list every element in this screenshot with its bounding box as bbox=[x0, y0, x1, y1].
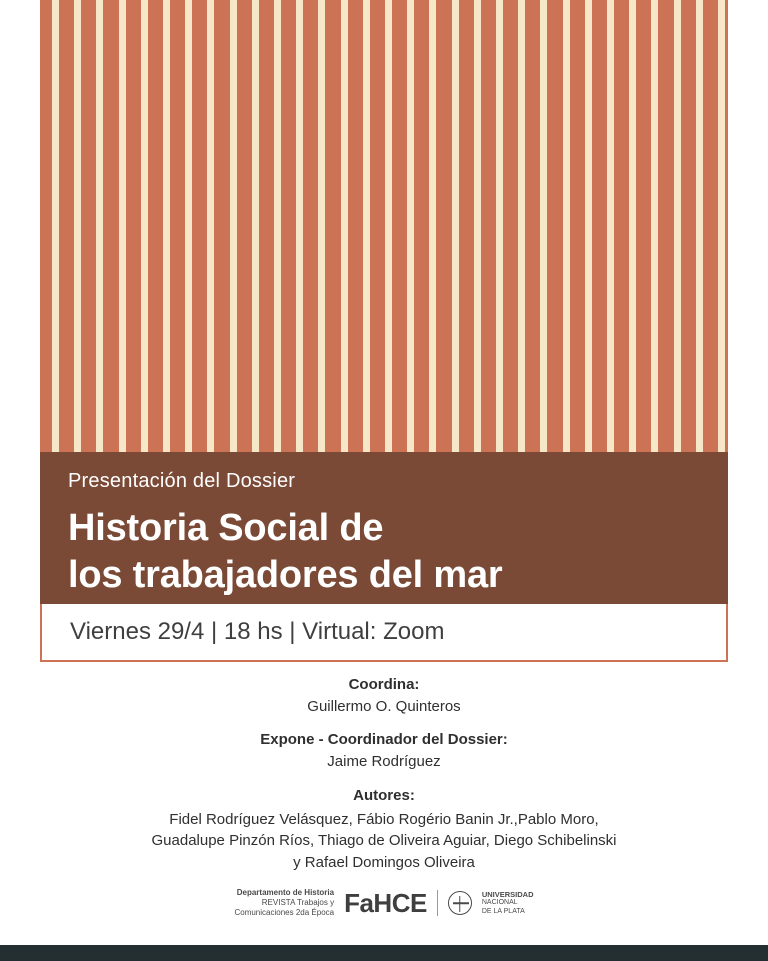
expone-label: Expone - Coordinador del Dossier: bbox=[260, 731, 508, 749]
unlp-logo bbox=[482, 890, 534, 916]
footer-bar bbox=[0, 945, 768, 961]
department-logo bbox=[234, 888, 334, 918]
right-margin bbox=[728, 0, 768, 945]
date-bar bbox=[40, 604, 728, 662]
unlp-line-2: NACIONAL bbox=[481, 899, 518, 907]
credits-block bbox=[40, 676, 728, 874]
poster-title-line-2: los trabajadores del mar bbox=[68, 554, 503, 597]
department-line-1: Departamento de Historia bbox=[236, 888, 335, 897]
logo-divider bbox=[437, 890, 438, 916]
autores-line-1: Fidel Rodríguez Velásquez, Fábio Rogério Banin Jr.,Pablo Moro, bbox=[169, 810, 599, 828]
fahce-logo: FaHCE bbox=[344, 888, 427, 918]
unlp-crest-icon bbox=[448, 891, 472, 915]
left-margin bbox=[0, 0, 40, 945]
unlp-line-1: UNIVERSIDAD bbox=[481, 889, 534, 899]
autores-label: Autores: bbox=[353, 786, 415, 804]
expone-name: Jaime Rodríguez bbox=[327, 753, 441, 771]
poster-title bbox=[68, 505, 728, 599]
department-line-2: REVISTA Trabajos y bbox=[261, 898, 335, 907]
unlp-line-3: DE LA PLATA bbox=[481, 907, 525, 915]
title-band bbox=[40, 452, 728, 604]
poster-title-line-1: Historia Social de bbox=[68, 507, 384, 549]
poster-kicker: Presentación del Dossier bbox=[68, 470, 296, 492]
event-date-text: Viernes 29/4 | 18 hs | Virtual: Zoom bbox=[70, 618, 445, 645]
department-line-3: Comunicaciones 2da Época bbox=[234, 908, 335, 917]
coordina-label: Coordina: bbox=[348, 676, 420, 693]
autores-line-3: y Rafael Domingos Oliveira bbox=[293, 854, 475, 871]
autores-line-2: Guadalupe Pinzón Ríos, Thiago de Oliveira Aguiar, Diego Schibelinski bbox=[151, 832, 617, 850]
coordina-name: Guillermo O. Quinteros bbox=[307, 698, 461, 715]
logo-row bbox=[40, 888, 728, 918]
